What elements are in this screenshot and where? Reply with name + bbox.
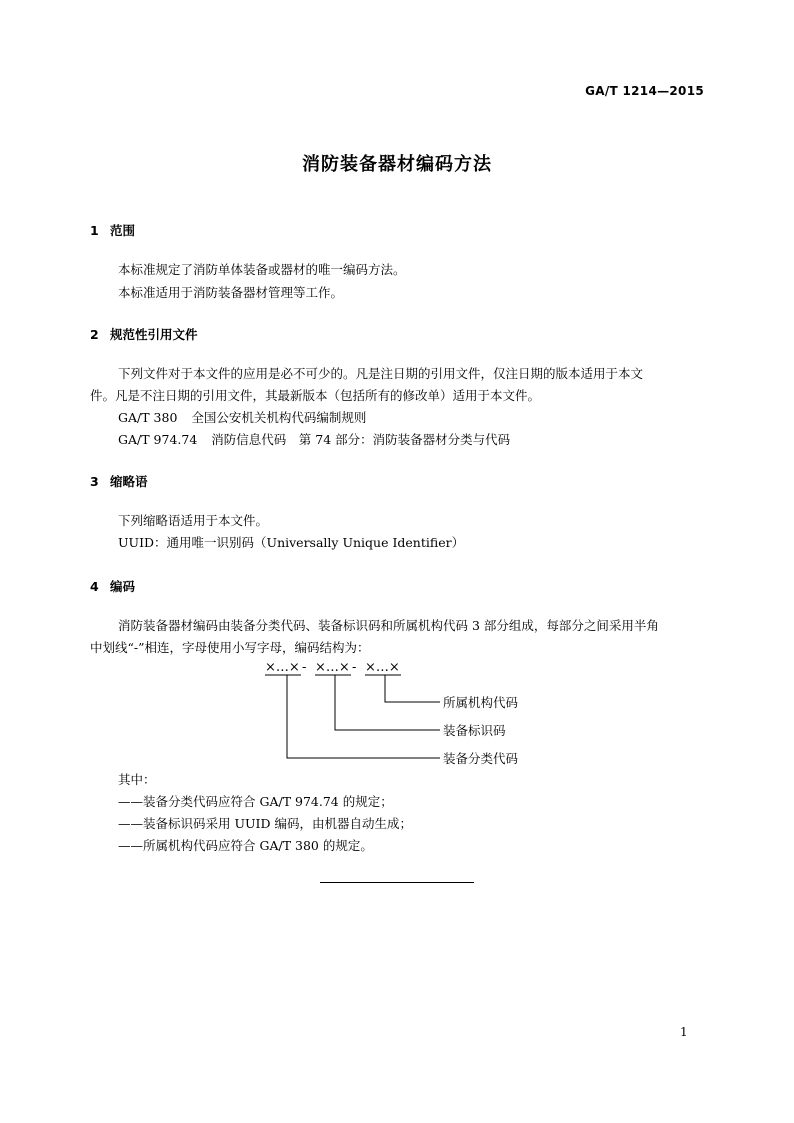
page-number: 1: [680, 1025, 688, 1039]
paragraph: 中划线“-”相连，字母使用小写字母，编码结构为：: [90, 640, 370, 655]
section-number: 1: [90, 223, 99, 238]
section-number: 2: [90, 327, 99, 342]
standard-code: GA/T 1214—2015: [585, 84, 704, 98]
connector-organization: [385, 675, 440, 702]
paragraph: UUID：通用唯一识别码（Universally Unique Identifier）: [118, 535, 465, 550]
where-label: 其中：: [118, 772, 156, 787]
section-title: 编码: [110, 579, 136, 594]
reference-item: [118, 410, 366, 426]
reference-name: 全国公安机关机构代码编制规则: [191, 410, 367, 425]
connector-classification: [287, 675, 440, 758]
code-separator: -: [302, 660, 307, 675]
list-item: ——装备分类代码应符合 GA/T 974.74 的规定；: [118, 794, 393, 809]
section-number: 4: [90, 579, 99, 594]
section-4-heading: [90, 577, 135, 595]
section-title: 范围: [110, 223, 136, 238]
label-equipment-classification: 装备分类代码: [443, 751, 519, 766]
reference-item: [118, 432, 510, 448]
section-number: 3: [90, 474, 99, 489]
section-3-heading: [90, 472, 148, 490]
section-title: 规范性引用文件: [110, 327, 198, 342]
reference-name: 消防信息代码 第 74 部分：消防装备器材分类与代码: [211, 432, 511, 447]
paragraph: 本标准规定了消防单体装备或器材的唯一编码方法。: [118, 262, 406, 277]
code-group-organization: ×…×: [365, 660, 400, 675]
list-item: ——装备标识码采用 UUID 编码，由机器自动生成；: [118, 816, 412, 831]
paragraph: 本标准适用于消防装备器材管理等工作。: [118, 285, 344, 300]
code-separator: -: [352, 660, 357, 675]
section-title: 缩略语: [110, 474, 148, 489]
document-title: 消防装备器材编码方法: [302, 154, 492, 175]
section-1-heading: [90, 221, 135, 239]
encoding-structure-diagram: [255, 656, 555, 768]
paragraph: 消防装备器材编码由装备分类代码、装备标识码和所属机构代码 3 部分组成，每部分之间采用半角: [118, 618, 659, 633]
paragraph: 下列文件对于本文件的应用是必不可少的。凡是注日期的引用文件，仅注日期的版本适用于本文: [118, 366, 644, 381]
code-group-identifier: ×…×: [315, 660, 350, 675]
end-divider: [320, 882, 474, 883]
code-group-classification: ×…×: [265, 660, 300, 675]
reference-code: GA/T 974.74: [118, 432, 198, 447]
label-organization-code: 所属机构代码: [443, 695, 519, 710]
reference-code: GA/T 380: [118, 410, 178, 425]
paragraph: 下列缩略语适用于本文件。: [118, 513, 269, 528]
section-2-heading: [90, 325, 198, 343]
label-equipment-identifier: 装备标识码: [443, 723, 506, 738]
paragraph: 件。凡是不注日期的引用文件，其最新版本（包括所有的修改单）适用于本文件。: [90, 388, 541, 403]
list-item: ——所属机构代码应符合 GA/T 380 的规定。: [118, 838, 373, 853]
